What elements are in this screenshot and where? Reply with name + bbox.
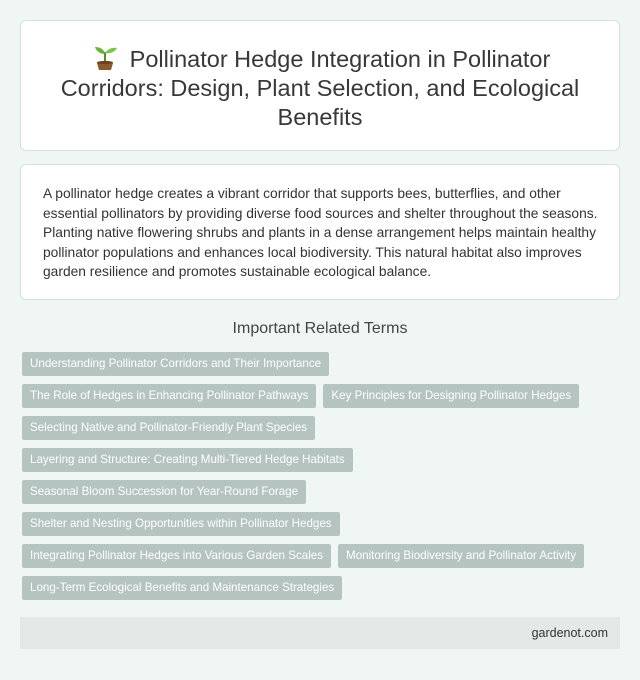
- tag-row: [22, 512, 622, 536]
- related-terms-list: [22, 352, 622, 608]
- related-term-tag[interactable]: Shelter and Nesting Opportunities within Pollinator Hedges: [22, 512, 340, 536]
- related-term-tag[interactable]: Understanding Pollinator Corridors and Their Importance: [22, 352, 329, 376]
- related-term-tag[interactable]: Long-Term Ecological Benefits and Maintenance Strategies: [22, 576, 342, 600]
- tag-row: [22, 384, 622, 408]
- tag-row: [22, 352, 622, 376]
- tag-row: [22, 544, 622, 568]
- related-term-tag[interactable]: The Role of Hedges in Enhancing Pollinator Pathways: [22, 384, 316, 408]
- title-card: [20, 20, 620, 151]
- tag-row: [22, 576, 622, 600]
- tag-row: [22, 448, 622, 472]
- related-term-tag[interactable]: Seasonal Bloom Succession for Year-Round Forage: [22, 480, 306, 504]
- tag-row: [22, 416, 622, 440]
- intro-card: [20, 164, 620, 300]
- related-term-tag[interactable]: Selecting Native and Pollinator-Friendly Plant Species: [22, 416, 315, 440]
- related-term-tag[interactable]: Integrating Pollinator Hedges into Various Garden Scales: [22, 544, 331, 568]
- page-title-text: Pollinator Hedge Integration in Pollinator Corridors: Design, Plant Selection, and Ecological Benefits: [60, 46, 580, 130]
- sprout-icon: [90, 45, 120, 71]
- tag-row: [22, 480, 622, 504]
- related-term-tag[interactable]: Layering and Structure: Creating Multi-Tiered Hedge Habitats: [22, 448, 353, 472]
- page-title: [51, 45, 589, 132]
- intro-paragraph: A pollinator hedge creates a vibrant corridor that supports bees, butterflies, and other essential pollinators by providing diverse food sources and shelter throughout the seasons. Planting native flowering shrubs and plants in a dense arrangement helps maintain healthy pollinator populations and enhances local biodiversity. This natural habitat also improves garden resilience and promotes sustainable ecological balance.: [43, 186, 598, 280]
- related-terms-heading: Important Related Terms: [232, 320, 408, 337]
- footer: [20, 617, 620, 649]
- related-term-tag[interactable]: Key Principles for Designing Pollinator Hedges: [323, 384, 579, 408]
- related-term-tag[interactable]: Monitoring Biodiversity and Pollinator Activity: [338, 544, 584, 568]
- footer-site-link[interactable]: gardenot.com: [531, 626, 608, 640]
